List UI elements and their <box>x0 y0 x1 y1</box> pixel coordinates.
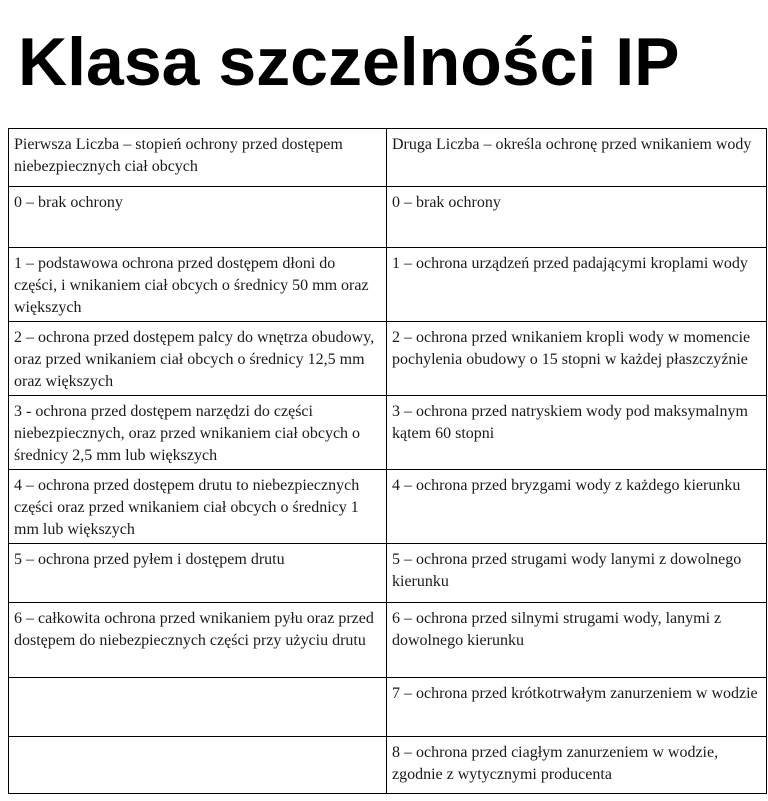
table-row <box>9 396 767 470</box>
table-row <box>9 678 767 737</box>
table-cell-second-digit: 2 – ochrona przed wnikaniem kropli wody w momencie pochylenia obudowy o 15 stopni w każdej płaszczyźnie <box>387 322 767 396</box>
table-cell-first-digit <box>9 737 387 794</box>
table-cell-second-digit: 6 – ochrona przed silnymi strugami wody, lanymi z dowolnego kierunku <box>387 603 767 678</box>
table-row <box>9 470 767 544</box>
table-cell-second-digit: 3 – ochrona przed natryskiem wody pod maksymalnym kątem 60 stopni <box>387 396 767 470</box>
table-cell-first-digit: 3 - ochrona przed dostępem narzędzi do części niebezpiecznych, oraz przed wnikaniem ciał obcych o średnicy 2,5 mm lub większych <box>9 396 387 470</box>
table-cell-second-digit: 8 – ochrona przed ciagłym zanurzeniem w wodzie, zgodnie z wytycznymi producenta <box>387 737 767 794</box>
table-cell-second-digit: 0 – brak ochrony <box>387 187 767 248</box>
header-first-digit: Pierwsza Liczba – stopień ochrony przed dostępem niebezpiecznych ciał obcych <box>9 129 387 187</box>
table-cell-first-digit <box>9 678 387 737</box>
table-cell-first-digit: 1 – podstawowa ochrona przed dostępem dłoni do części, i wnikaniem ciał obcych o średnicy 50 mm oraz większych <box>9 248 387 322</box>
table-row <box>9 737 767 794</box>
table-cell-second-digit: 1 – ochrona urządzeń przed padającymi kroplami wody <box>387 248 767 322</box>
table-row <box>9 544 767 603</box>
table-cell-first-digit: 2 – ochrona przed dostępem palcy do wnętrza obudowy, oraz przed wnikaniem ciał obcych o średnicy 12,5 mm oraz większych <box>9 322 387 396</box>
table-row <box>9 603 767 678</box>
table-cell-first-digit: 5 – ochrona przed pyłem i dostępem drutu <box>9 544 387 603</box>
table-cell-second-digit: 4 – ochrona przed bryzgami wody z każdego kierunku <box>387 470 767 544</box>
header-second-digit: Druga Liczba – określa ochronę przed wnikaniem wody <box>387 129 767 187</box>
table-cell-first-digit: 4 – ochrona przed dostępem drutu to niebezpiecznych części oraz przed wnikaniem ciał obcych o średnicy 1 mm lub większych <box>9 470 387 544</box>
page-title: Klasa szczelności IP <box>18 24 680 100</box>
table-cell-second-digit: 7 – ochrona przed krótkotrwałym zanurzeniem w wodzie <box>387 678 767 737</box>
table-row <box>9 248 767 322</box>
table-row <box>9 322 767 396</box>
ip-rating-table <box>8 128 767 794</box>
table-cell-second-digit: 5 – ochrona przed strugami wody lanymi z dowolnego kierunku <box>387 544 767 603</box>
table-header-row <box>9 129 767 187</box>
table-row <box>9 187 767 248</box>
table-cell-first-digit: 6 – całkowita ochrona przed wnikaniem pyłu oraz przed dostępem do niebezpiecznych części przy użyciu drutu <box>9 603 387 678</box>
table-cell-first-digit: 0 – brak ochrony <box>9 187 387 248</box>
